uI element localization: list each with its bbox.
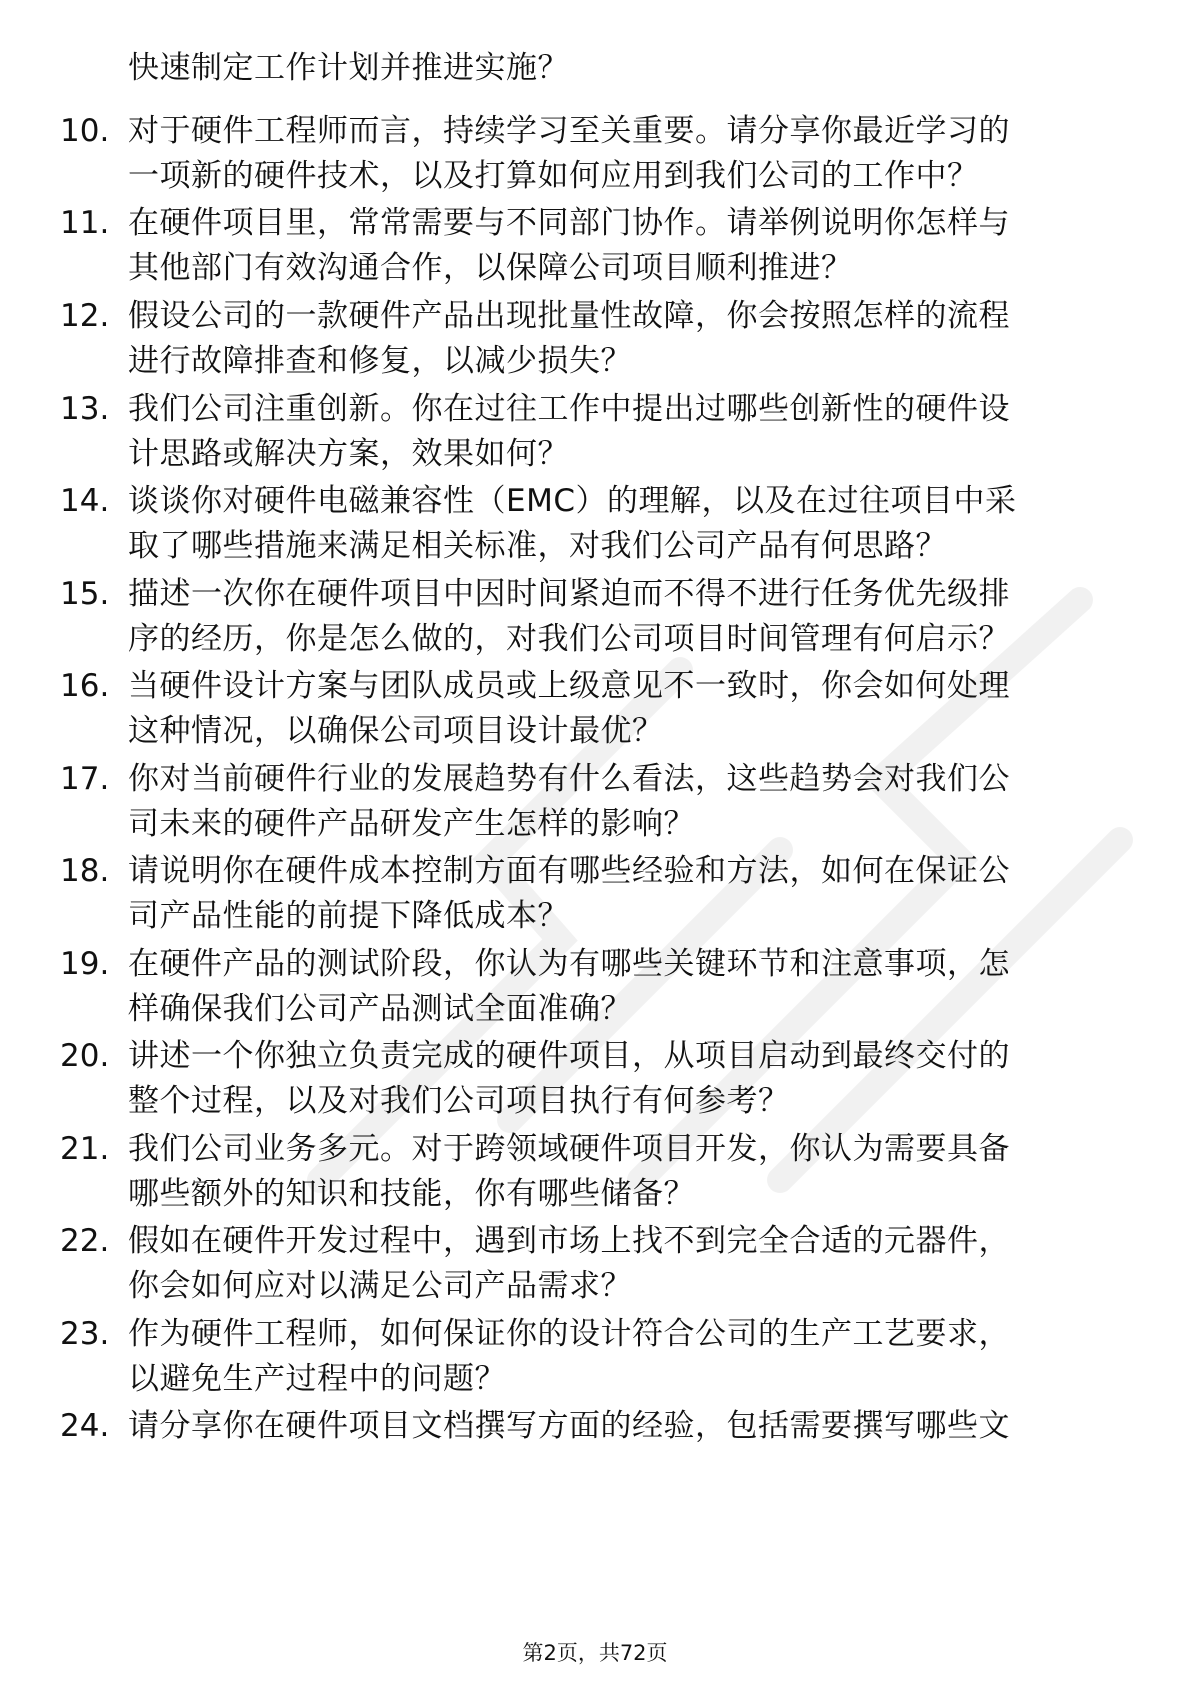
question-text-line: 取了哪些措施来满足相关标准，对我们公司产品有何思路？ <box>128 528 947 564</box>
question-number: 17. <box>60 761 110 797</box>
question-text-line: 你会如何应对以满足公司产品需求？ <box>128 1268 632 1304</box>
question-number: 16. <box>60 668 110 704</box>
question-number: 19. <box>60 946 110 982</box>
question-item <box>0 1406 1190 1496</box>
question-item <box>0 111 1190 201</box>
question-item <box>0 944 1190 1034</box>
question-text-line: 在硬件项目里，常常需要与不同部门协作。请举例说明你怎样与 <box>128 205 1010 241</box>
question-text-line: 整个过程，以及对我们公司项目执行有何参考？ <box>128 1083 790 1119</box>
question-number: 24. <box>60 1408 110 1444</box>
question-text-line: 假如在硬件开发过程中，遇到市场上找不到完全合适的元器件， <box>128 1223 1010 1259</box>
continuation-line: 快速制定工作计划并推进实施？ <box>128 50 569 86</box>
question-text-line: 司未来的硬件产品研发产生怎样的影响？ <box>128 806 695 842</box>
question-text-line: 司产品性能的前提下降低成本？ <box>128 898 569 934</box>
question-item <box>0 1036 1190 1126</box>
question-item <box>0 203 1190 293</box>
question-item <box>0 851 1190 941</box>
question-text-line: 在硬件产品的测试阶段，你认为有哪些关键环节和注意事项，怎 <box>128 946 1010 982</box>
question-number: 20. <box>60 1038 110 1074</box>
question-number: 23. <box>60 1316 110 1352</box>
question-number: 15. <box>60 576 110 612</box>
question-text-line: 这种情况，以确保公司项目设计最优？ <box>128 713 664 749</box>
question-number: 22. <box>60 1223 110 1259</box>
question-text-line: 当硬件设计方案与团队成员或上级意见不一致时，你会如何处理 <box>128 668 1010 704</box>
question-number: 11. <box>60 205 110 241</box>
question-text-line: 描述一次你在硬件项目中因时间紧迫而不得不进行任务优先级排 <box>128 576 1010 612</box>
question-text-line: 序的经历，你是怎么做的，对我们公司项目时间管理有何启示？ <box>128 621 1010 657</box>
question-number: 13. <box>60 391 110 427</box>
question-number: 12. <box>60 298 110 334</box>
question-number: 14. <box>60 483 110 519</box>
question-text-line: 以避免生产过程中的问题？ <box>128 1361 506 1397</box>
question-text-line: 请说明你在硬件成本控制方面有哪些经验和方法，如何在保证公 <box>128 853 1010 889</box>
question-text-line: 一项新的硬件技术，以及打算如何应用到我们公司的工作中？ <box>128 158 979 194</box>
question-text-line: 假设公司的一款硬件产品出现批量性故障，你会按照怎样的流程 <box>128 298 1010 334</box>
question-text-line: 我们公司注重创新。你在过往工作中提出过哪些创新性的硬件设 <box>128 391 1010 427</box>
question-text-line: 作为硬件工程师，如何保证你的设计符合公司的生产工艺要求， <box>128 1316 1010 1352</box>
question-item <box>0 759 1190 849</box>
question-number: 10. <box>60 113 110 149</box>
question-item <box>0 296 1190 386</box>
question-item <box>0 1221 1190 1311</box>
question-text-line: 哪些额外的知识和技能，你有哪些储备？ <box>128 1176 695 1212</box>
question-text-line: 对于硬件工程师而言，持续学习至关重要。请分享你最近学习的 <box>128 113 1010 149</box>
question-text-line: 进行故障排查和修复，以减少损失？ <box>128 343 632 379</box>
page-footer: 第2页，共72页 <box>522 1641 668 1665</box>
question-text-line: 讲述一个你独立负责完成的硬件项目，从项目启动到最终交付的 <box>128 1038 1010 1074</box>
question-text-line: 其他部门有效沟通合作，以保障公司项目顺利推进？ <box>128 250 853 286</box>
question-text-line: 我们公司业务多元。对于跨领域硬件项目开发，你认为需要具备 <box>128 1131 1010 1167</box>
question-item <box>0 666 1190 756</box>
question-item <box>0 389 1190 479</box>
question-text-line: 你对当前硬件行业的发展趋势有什么看法，这些趋势会对我们公 <box>128 761 1010 797</box>
question-text-line: 谈谈你对硬件电磁兼容性（EMC）的理解，以及在过往项目中采 <box>128 483 1017 519</box>
question-item <box>0 1129 1190 1219</box>
question-number: 21. <box>60 1131 110 1167</box>
question-text-line: 请分享你在硬件项目文档撰写方面的经验，包括需要撰写哪些文 <box>128 1408 1010 1444</box>
question-item <box>0 481 1190 571</box>
question-item <box>0 1314 1190 1404</box>
question-item <box>0 574 1190 664</box>
question-number: 18. <box>60 853 110 889</box>
question-text-line: 样确保我们公司产品测试全面准确？ <box>128 991 632 1027</box>
question-text-line: 计思路或解决方案，效果如何？ <box>128 436 569 472</box>
